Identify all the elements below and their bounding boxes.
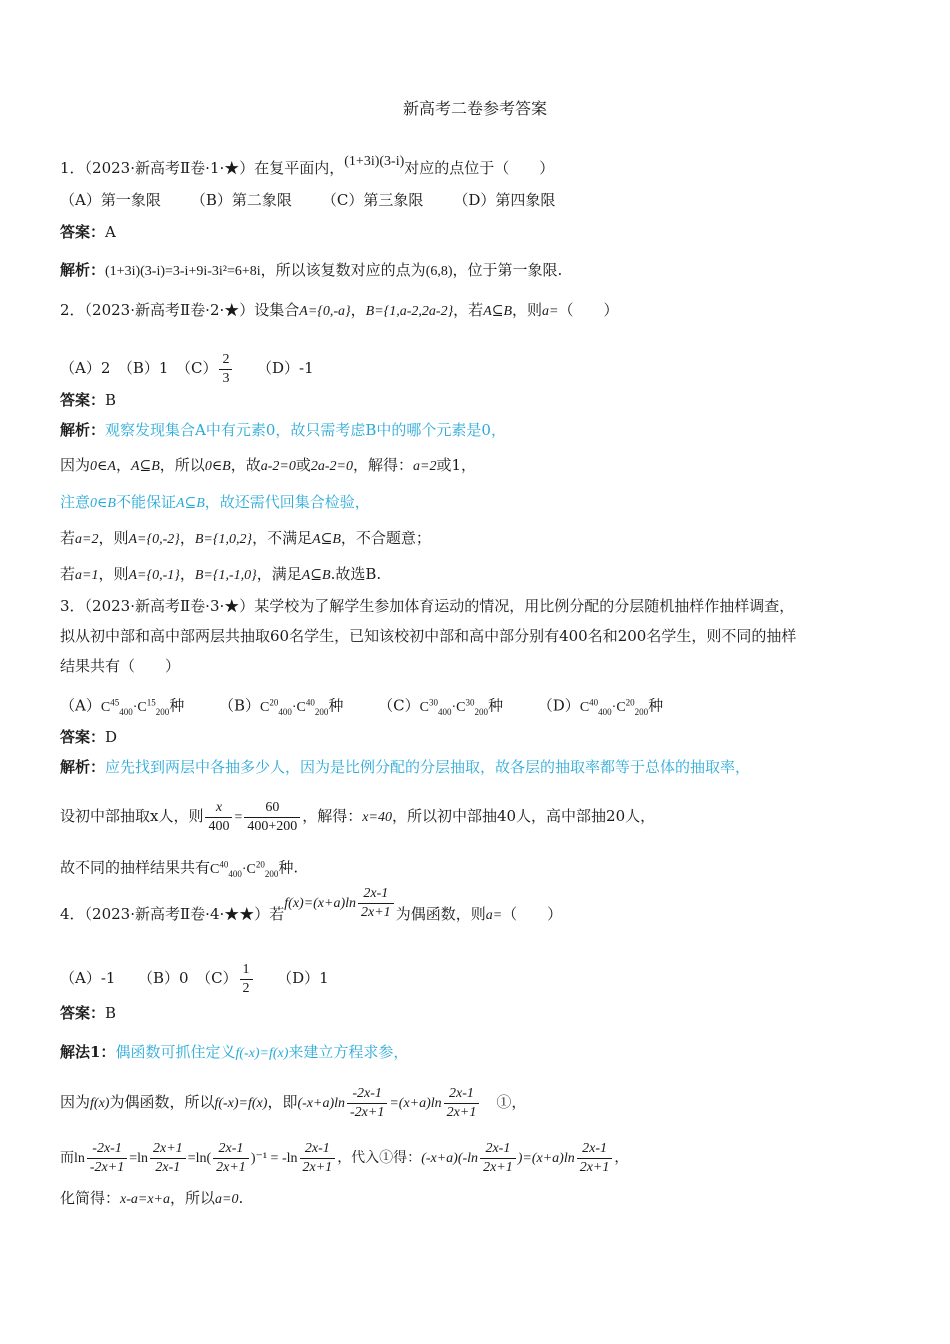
q2-l4-e1: a=1 bbox=[75, 568, 99, 583]
q2-l1-sep: ， bbox=[115, 456, 131, 474]
q3-fraction-2 bbox=[244, 799, 300, 836]
q2-l4-c: ，满足 bbox=[256, 565, 302, 583]
q4-hint-e: f(-x)=f(x) bbox=[235, 1046, 289, 1061]
q4-l1-c: ，即 bbox=[267, 1093, 298, 1111]
q2-options bbox=[60, 340, 314, 396]
q3-option-b-c1-bot: 400 bbox=[278, 706, 292, 717]
q4-l2-eq2: =ln( bbox=[187, 1151, 212, 1166]
q4-l2-eq1: =ln bbox=[129, 1151, 149, 1166]
q3-result-comb: $C^{40}_{400}\cdot C^{20}_{200}$ bbox=[210, 859, 279, 879]
q2-analysis-line1 bbox=[60, 455, 476, 477]
q1-options bbox=[60, 190, 585, 210]
q4-f-expr: f(x)=(x+a)ln bbox=[284, 896, 357, 911]
q3-f1-num: x bbox=[205, 799, 232, 818]
q4-l2-f2-den: 2x-1 bbox=[155, 1159, 181, 1175]
q3-option-d-c2-bot: 200 bbox=[634, 706, 649, 717]
q3-option-d-label: （D） bbox=[537, 696, 580, 715]
q2-l4-a: 若 bbox=[60, 565, 76, 583]
q4-l1-mark: ①， bbox=[496, 1093, 527, 1111]
q2-l3-e1: a=2 bbox=[75, 532, 99, 547]
q4-answer-value: B bbox=[105, 1004, 117, 1022]
q1-stem-prefix: 1．（2023·新高考Ⅱ卷·1·★）在复平面内， bbox=[60, 159, 345, 177]
q3-hint: 应先找到两层中各抽多少人，因为是比例分配的分层抽取，故各层的抽取率都等于总体的抽取率， bbox=[105, 758, 751, 776]
q2-l4-b: ，则 bbox=[98, 565, 129, 583]
q1-answer-label: 答案： bbox=[60, 223, 106, 241]
q4-l1-b: 为偶函数，所以 bbox=[109, 1093, 215, 1111]
q4-l3-e2: a=0 bbox=[215, 1192, 239, 1207]
q4-stem bbox=[60, 886, 562, 942]
q3-option-a-c2-top: 15 bbox=[146, 697, 156, 707]
q3-option-b-suffix: 种 bbox=[328, 696, 344, 715]
q4-l2-fraction-5 bbox=[480, 1140, 516, 1177]
q2-stem-if: ，若 bbox=[453, 301, 484, 319]
q2-option-b: （B）1 bbox=[125, 359, 169, 377]
q2-l3-a: 若 bbox=[60, 529, 76, 547]
q2-l1-c: ，故 bbox=[230, 456, 261, 474]
q1-expr: (1+3i)(3-i) bbox=[344, 154, 405, 169]
q3-stem-line2: 拟从初中部和高中部两层共抽取60名学生，已知该校初中部和高中部分别有400名和200名学生，则不同的抽样 bbox=[60, 627, 797, 645]
q3-l2-c1-bot: 400 bbox=[228, 868, 242, 879]
q4-options bbox=[60, 950, 329, 1006]
q3-option-c-c1-bot: 400 bbox=[437, 706, 452, 717]
q2-l3-d: ，不合题意； bbox=[340, 529, 431, 547]
q2-l3-e4: A⊆B bbox=[312, 532, 341, 547]
q4-l2-fraction-6 bbox=[577, 1140, 613, 1177]
q2-l2-a: 注意 bbox=[60, 493, 91, 511]
q4-l1-mid: =(x+a)ln bbox=[389, 1096, 442, 1111]
q2-option-c-den: 3 bbox=[222, 370, 230, 386]
q2-l1-e3: 0∈B bbox=[204, 459, 231, 474]
q2-option-c: （C） bbox=[183, 359, 218, 377]
q1-option-c: （C）第三象限 bbox=[321, 191, 424, 209]
q1-answer-value: A bbox=[105, 223, 116, 241]
q3-answer bbox=[60, 727, 117, 747]
q3-option-d-c1-top: 40 bbox=[589, 697, 599, 707]
q1-answer bbox=[60, 222, 116, 242]
q3-fraction-1 bbox=[205, 799, 232, 836]
q3-option-a: $(A)C^{45}_{400}\cdot C^{15}_{200}$种 bbox=[60, 696, 185, 717]
q1-analysis bbox=[60, 260, 562, 282]
q3-eq: = bbox=[234, 810, 243, 825]
q1-point: (6,8) bbox=[425, 264, 453, 279]
q4-option-d: （D）1 bbox=[284, 969, 329, 987]
q3-option-c: $(C)C^{30}_{400}\cdot C^{30}_{200}$种 bbox=[378, 696, 503, 717]
q3-answer-value: D bbox=[105, 728, 118, 746]
q2-a-eq: a= bbox=[542, 304, 559, 319]
q4-l2-f1-den: -2x+1 bbox=[89, 1159, 125, 1175]
q4-l1-f1-den: -2x+1 bbox=[350, 1104, 385, 1120]
q2-hint: 观察发现集合A中有元素0，故只需考虑B中的哪个元素是0， bbox=[105, 421, 506, 439]
q2-set-a: A={0,-a} bbox=[299, 304, 351, 319]
q2-answer bbox=[60, 390, 116, 410]
q3-l2-b: 种. bbox=[278, 858, 299, 877]
q2-l2-b: 不能保证 bbox=[115, 493, 176, 511]
q4-hint-a: 偶函数可抓住定义 bbox=[115, 1043, 236, 1061]
q3-option-c-c2-bot: 200 bbox=[474, 706, 488, 717]
q4-answer-label: 答案： bbox=[60, 1004, 106, 1022]
q2-l1-e5: 2a-2=0 bbox=[310, 459, 353, 474]
q2-l2-e1: 0∈B bbox=[90, 496, 116, 511]
q2-analysis-line2 bbox=[60, 492, 370, 514]
q3-option-d: $(D)C^{40}_{400}\cdot C^{20}_{200}$种 bbox=[537, 696, 664, 717]
q2-l1-d: ，解得： bbox=[352, 456, 413, 474]
q2-l3-sep: ， bbox=[179, 529, 195, 547]
q3-option-b-label: （B） bbox=[218, 696, 261, 715]
q1-option-a: （A）第一象限 bbox=[60, 191, 161, 209]
q1-stem-suffix: 对应的点位于（ ） bbox=[404, 159, 555, 177]
q4-l1-a: 因为 bbox=[60, 1093, 91, 1111]
q3-l1-c: ，所以初中部抽40人，高中部抽20人， bbox=[391, 807, 656, 825]
q3-l2-a: 故不同的抽样结果共有 bbox=[60, 858, 211, 877]
q2-answer-value: B bbox=[105, 391, 117, 409]
q4-hint-b: 来建立方程求参， bbox=[288, 1043, 409, 1061]
q2-l1-e1: 0∈A bbox=[90, 459, 116, 474]
q3-stem-line1: 3．（2023·新高考Ⅱ卷·3·★）某学校为了解学生参加体育运动的情况，用比例分配的分层随机抽样作抽样调查， bbox=[60, 597, 795, 615]
q3-option-c-suffix: 种 bbox=[487, 696, 503, 715]
q2-stem-then: ，则 bbox=[512, 301, 543, 319]
q4-option-b: （B）0 bbox=[145, 969, 189, 987]
q3-answer-label: 答案： bbox=[60, 728, 106, 746]
q4-l2-f4-num: 2x-1 bbox=[300, 1140, 336, 1159]
q4-f-fraction bbox=[358, 885, 394, 922]
q4-l2-fraction-2 bbox=[150, 1140, 186, 1177]
q3-option-d-c2-top: 20 bbox=[625, 697, 635, 707]
q4-analysis-line2 bbox=[60, 1130, 628, 1186]
q1-analysis-mid: ，所以该复数对应的点为 bbox=[260, 261, 426, 279]
q3-option-a-suffix: 种 bbox=[169, 696, 185, 715]
q4-option-a: （A）-1 bbox=[60, 969, 116, 987]
q3-option-a-c1-bot: 400 bbox=[119, 706, 133, 717]
q2-analysis-line3 bbox=[60, 528, 431, 550]
q2-l1-e4: a-2=0 bbox=[260, 459, 296, 474]
q3-l1-a: 设初中部抽取x人，则 bbox=[60, 807, 204, 825]
q3-l1-e: x=40 bbox=[362, 810, 392, 825]
q2-option-c-num: 2 bbox=[219, 351, 232, 370]
q3-analysis-line2 bbox=[60, 854, 298, 883]
q3-stem-line3: 结果共有（ ） bbox=[60, 657, 181, 675]
q2-l2-e2: A⊆B bbox=[175, 496, 205, 511]
q4-l2-c: (-x+a)(-ln bbox=[421, 1151, 479, 1166]
q3-option-a-label: （A） bbox=[60, 696, 101, 715]
q4-l3-e1: x-a=x+a bbox=[120, 1192, 170, 1207]
q4-l2-pow: )⁻¹ = -ln bbox=[250, 1151, 298, 1166]
q4-f-num: 2x-1 bbox=[358, 885, 394, 904]
q3-l2-c1-top: 40 bbox=[219, 859, 229, 869]
q2-l4-e4: A⊆B bbox=[301, 568, 331, 583]
q4-option-c: （C） bbox=[203, 969, 238, 987]
q4-analysis-line1 bbox=[60, 1074, 526, 1130]
q4-l1-e1: f(x) bbox=[90, 1096, 110, 1111]
q3-option-c-c1-top: 30 bbox=[428, 697, 438, 707]
q2-option-d: （D）-1 bbox=[264, 359, 314, 377]
q3-option-a-c1-top: 45 bbox=[110, 697, 120, 707]
q4-l3-c: . bbox=[238, 1189, 244, 1207]
q2-l3-c: ，不满足 bbox=[252, 529, 313, 547]
q2-l4-e2: A={0,-1} bbox=[128, 568, 180, 583]
q2-l2-c: ，故还需代回集合检验， bbox=[204, 493, 370, 511]
q4-method-hint bbox=[60, 1042, 408, 1064]
q3-analysis-label: 解析： bbox=[60, 758, 106, 776]
q4-option-c-den: 2 bbox=[242, 980, 250, 996]
q2-l3-e3: B={1,0,2} bbox=[194, 532, 253, 547]
q1-stem bbox=[60, 154, 555, 180]
q2-stem-prefix: 2．（2023·新高考Ⅱ卷·2·★）设集合 bbox=[60, 301, 300, 319]
q4-l2-f3-num: 2x-1 bbox=[213, 1140, 249, 1159]
q4-l2-fraction-3 bbox=[213, 1140, 249, 1177]
q4-l1-fraction-1 bbox=[347, 1085, 387, 1122]
q3-f1-den: 400 bbox=[208, 818, 230, 834]
q3-option-b-c2-top: 40 bbox=[305, 697, 315, 707]
q3-l2-c2-bot: 200 bbox=[264, 868, 279, 879]
q2-l1-or: 或 bbox=[295, 456, 311, 474]
q3-options bbox=[60, 692, 693, 721]
q2-analysis-line4 bbox=[60, 564, 381, 586]
q2-l1-e2: A⊆B bbox=[130, 459, 160, 474]
q4-l1-f2-num: 2x-1 bbox=[444, 1085, 480, 1104]
q4-l2-f6-num: 2x-1 bbox=[577, 1140, 613, 1159]
q3-option-d-c1-bot: 400 bbox=[598, 706, 612, 717]
q4-l2-f5-den: 2x+1 bbox=[483, 1159, 513, 1175]
q4-option-c-fraction bbox=[240, 961, 253, 998]
q4-l2-f5-num: 2x-1 bbox=[480, 1140, 516, 1159]
q3-option-a-c2-bot: 200 bbox=[155, 706, 170, 717]
q2-analysis-label: 解析： bbox=[60, 421, 106, 439]
q3-option-b-c2-bot: 200 bbox=[314, 706, 329, 717]
q2-option-c-fraction bbox=[219, 351, 232, 388]
q4-l1-f2-den: 2x+1 bbox=[446, 1104, 477, 1120]
q4-l2-f1-num: -2x-1 bbox=[87, 1140, 127, 1159]
q2-l1-e6: a=2 bbox=[413, 459, 437, 474]
q4-l3-b: ，所以 bbox=[170, 1189, 216, 1207]
q4-option-c-num: 1 bbox=[240, 961, 253, 980]
q1-analysis-expr: (1+3i)(3-i)=3-i+9i-3i²=6+8i bbox=[105, 264, 261, 279]
q2-l3-e2: A={0,-2} bbox=[128, 532, 180, 547]
q2-l3-b: ，则 bbox=[98, 529, 129, 547]
q2-l4-sep: ， bbox=[179, 565, 195, 583]
q3-l2-c2-top: 20 bbox=[255, 859, 265, 869]
q4-l2-d: )=(x+a)ln bbox=[517, 1151, 575, 1166]
q1-option-b: （B）第二象限 bbox=[190, 191, 292, 209]
q4-l2-fraction-4 bbox=[300, 1140, 336, 1177]
q4-l1-lhs: (-x+a)ln bbox=[297, 1096, 345, 1111]
q2-answer-label: 答案： bbox=[60, 391, 106, 409]
q2-option-a: （A）2 bbox=[60, 359, 111, 377]
q4-l2-f3-den: 2x+1 bbox=[216, 1159, 246, 1175]
q3-f2-num: 60 bbox=[244, 799, 300, 818]
q2-l4-d: .故选B. bbox=[330, 565, 382, 583]
q2-stem-blank: （ ） bbox=[558, 301, 619, 319]
q4-l3-a: 化简得： bbox=[60, 1189, 121, 1207]
q2-set-b: B={1,a-2,2a-2} bbox=[365, 304, 454, 319]
q4-l2-b: ，代入①得： bbox=[337, 1150, 422, 1166]
q4-l2-f6-den: 2x+1 bbox=[579, 1159, 610, 1175]
q4-l1-f1-num: -2x-1 bbox=[347, 1085, 387, 1104]
q4-a-eq: a= bbox=[485, 908, 503, 923]
q4-method-label: 解法1： bbox=[60, 1043, 116, 1061]
q3-f2-den: 400+200 bbox=[247, 818, 298, 834]
q2-l1-a: 因为 bbox=[60, 456, 91, 474]
q4-stem-suffix: 为偶函数，则 bbox=[395, 905, 486, 923]
q4-l1-fraction-2 bbox=[444, 1085, 480, 1122]
q4-l2-ln1: ln bbox=[74, 1151, 85, 1166]
q2-l4-e3: B={1,-1,0} bbox=[194, 568, 257, 583]
q4-analysis-line3 bbox=[60, 1188, 243, 1210]
q1-analysis-end: ，位于第一象限. bbox=[452, 261, 563, 279]
page-title: 新高考二卷参考答案 bbox=[402, 99, 547, 118]
q4-l1-e2: f(-x)=f(x) bbox=[214, 1096, 268, 1111]
q2-subset: A⊆B bbox=[483, 304, 513, 319]
q4-l2-f2-num: 2x+1 bbox=[150, 1140, 186, 1159]
q3-option-c-c2-top: 30 bbox=[465, 697, 475, 707]
q1-analysis-label: 解析： bbox=[60, 261, 106, 279]
q3-option-d-suffix: 种 bbox=[648, 696, 664, 715]
q3-option-b-c1-top: 20 bbox=[269, 697, 279, 707]
q4-f-den: 2x+1 bbox=[361, 904, 391, 920]
q4-l2-end: ， bbox=[614, 1150, 629, 1166]
q4-stem-blank: （ ） bbox=[502, 905, 563, 923]
q2-l1-b: ，所以 bbox=[159, 456, 205, 474]
q3-option-c-label: （C） bbox=[378, 696, 420, 715]
q2-l1-e: 或1， bbox=[436, 456, 476, 474]
q4-l2-fraction-1 bbox=[87, 1140, 127, 1177]
q3-option-b: $(B)C^{20}_{400}\cdot C^{40}_{200}$种 bbox=[218, 696, 344, 717]
q4-answer bbox=[60, 1003, 116, 1023]
q2-analysis-hint bbox=[60, 420, 506, 440]
q1-option-d: （D）第四象限 bbox=[453, 191, 556, 209]
q3-analysis-hint bbox=[60, 757, 750, 777]
q2-stem: 2．（2023·新高考Ⅱ卷·2·★）设集合A={0,-a}，B={1,a-2,2a-2}，若A⊆B，则a=（ ） bbox=[60, 301, 619, 319]
q4-l2-f4-den: 2x+1 bbox=[302, 1159, 333, 1175]
q4-l2-a: 而 bbox=[60, 1150, 74, 1166]
q4-stem-prefix: 4．（2023·新高考Ⅱ卷·4·★★）若 bbox=[60, 905, 285, 923]
q3-analysis-line1 bbox=[60, 788, 655, 844]
q3-l1-b: ，解得： bbox=[302, 807, 363, 825]
